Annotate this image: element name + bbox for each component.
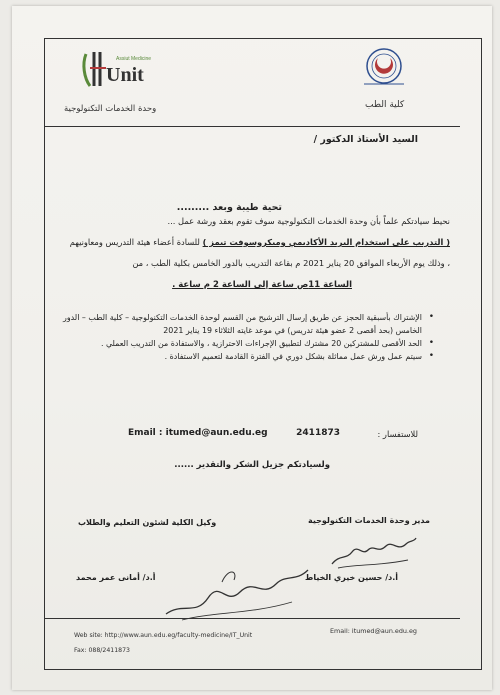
right-signatory-title: مدير وحدة الخدمات التكنولوجية	[308, 516, 430, 525]
left-signatory-name: أ.د/ أمانى عمر محمد	[76, 573, 156, 582]
faculty-seal-icon	[358, 46, 410, 90]
college-name: كلية الطب	[365, 100, 405, 110]
header-divider	[44, 126, 460, 127]
date-line: ، وذلك يوم الأربعاء الموافق 20 يناير 2021 م بقاعة التدريب بالدور الخامس بكلية الطب ، من	[132, 258, 450, 268]
footer-email: Email: itumed@aun.edu.eg	[330, 627, 417, 635]
right-signatory-name: أ.د/ حسين خيري الخياط	[305, 573, 398, 582]
list-item: • سيتم عمل ورش عمل مماثلة بشكل دوري في الفترة القادمة لتعميم الاستفادة .	[54, 350, 434, 363]
contact-email: Email : itumed@aun.edu.eg	[128, 428, 268, 438]
conditions-list	[54, 311, 434, 363]
contact-label: للاستفسار :	[377, 429, 418, 439]
footer-fax: Fax: 088/2411873	[74, 647, 130, 654]
logo-text: Unit	[106, 64, 144, 86]
workshop-title-line	[70, 237, 450, 247]
unit-name: وحدة الخدمات التكنولوجية	[64, 104, 157, 114]
time-line: الساعة 11ص ساعة إلى الساعة 2 م ساعة .	[172, 280, 352, 290]
workshop-title: ( التدريب على استخدام البريد الأكاديمي وميكروسوفت تيمز )	[202, 237, 450, 247]
workshop-audience: للسادة أعضاء هيئة التدريس ومعاونيهم	[69, 237, 203, 247]
greeting: تحية طيبة وبعد .........	[176, 202, 282, 213]
logo-small-text: Assiut Medicine	[116, 56, 152, 62]
intro-paragraph: نحيط سيادتكم علماً بأن وحدة الخدمات التكنولوجية سوف تقوم بعقد ورشة عمل ...	[167, 216, 450, 226]
right-handwritten-signature	[328, 534, 418, 572]
footer-website: Web site: http://www.aun.edu.eg/faculty-medicine/IT_Unit	[74, 632, 253, 639]
left-handwritten-signature	[162, 562, 312, 624]
phone-number: 2411873	[296, 428, 340, 438]
thanks-line: ولسيادتكم جزيل الشكر والتقدير ......	[174, 460, 330, 470]
left-signatory-title: وكيل الكلية لشئون التعليم والطلاب	[78, 518, 217, 527]
document-page	[12, 6, 492, 690]
it-unit-logo	[80, 48, 170, 90]
addressee: السيد الأستاذ الدكتور /	[313, 134, 418, 145]
list-item: • الحد الأقصى للمشتركين 20 مشترك لتطبيق الإجراءات الاحترازية ، والاستفادة من التدريب العملي .	[54, 337, 434, 350]
list-item: • الإشتراك بأسبقية الحجز عن طريق إرسال الترشيح من القسم لوحدة الخدمات التكنولوجية – كلية الطب – الدور الخامس (بحد أقصى 2 عضو هيئة تدريس) في موعد غايته الثلاثاء 19 يناير 2021	[54, 311, 434, 337]
